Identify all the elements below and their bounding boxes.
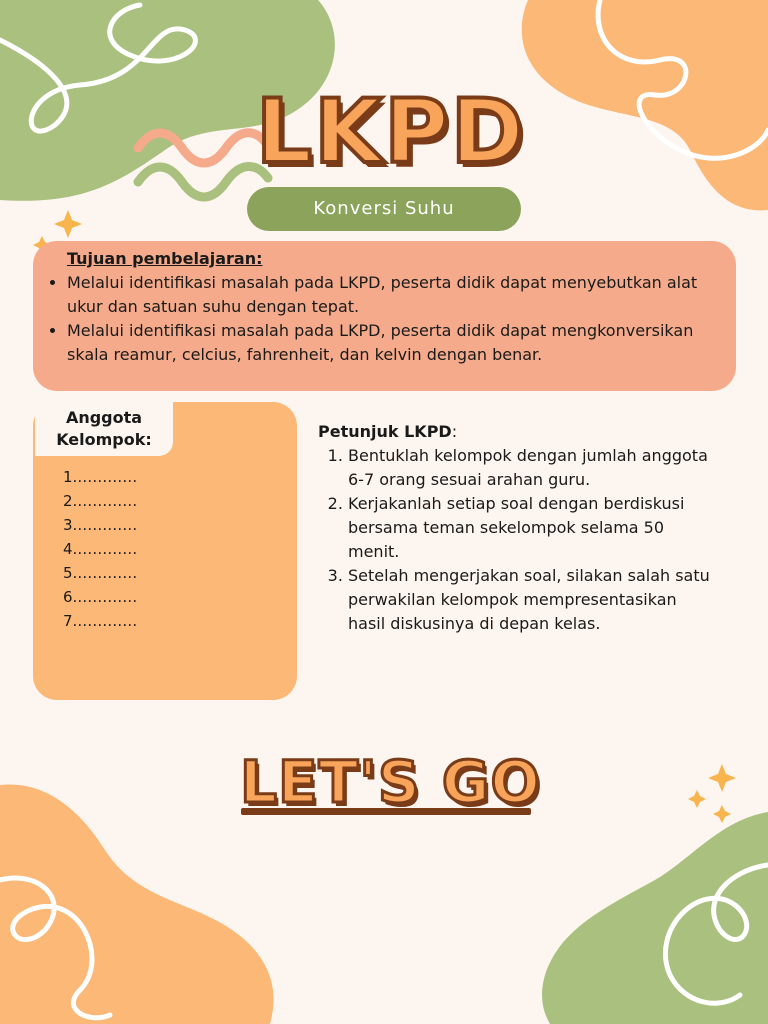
group-members-list xyxy=(63,465,137,633)
sparkle-small-right-b xyxy=(713,805,731,823)
green-blob-bottom-right xyxy=(542,812,768,1024)
instructions-panel xyxy=(318,420,718,636)
member-slot: 7.………… xyxy=(63,612,138,630)
learning-goals-panel xyxy=(33,241,736,391)
instructions-heading: Petunjuk LKPD xyxy=(318,422,452,441)
learning-goals-heading: Tujuan pembelajaran: xyxy=(67,249,263,268)
instructions-heading-line xyxy=(318,420,718,444)
instruction-item: 1. Bentuklah kelompok dengan jumlah anggota 6-7 orang sesuai arahan guru. xyxy=(348,444,718,492)
member-slot: 6.………… xyxy=(63,588,138,606)
member-slot: 2.………… xyxy=(63,492,138,510)
instruction-item: 3. Setelah mengerjakan soal, silakan salah satu perwakilan kelompok mempresentasikan hasil diskusinya di depan kelas. xyxy=(348,564,718,636)
sparkle-small-right-a xyxy=(688,790,706,808)
learning-goal-item: • Melalui identifikasi masalah pada LKPD, peserta didik dapat menyebutkan alat ukur dan satuan suhu dengan tepat. xyxy=(67,271,724,319)
orange-blob-top-right xyxy=(522,0,768,210)
member-slot: 5.………… xyxy=(63,564,138,582)
wave-green xyxy=(138,166,268,197)
member-slot: 1.………… xyxy=(63,468,138,486)
member-slot: 3.………… xyxy=(63,516,138,534)
instructions-list xyxy=(318,444,718,636)
member-slot: 4.………… xyxy=(63,540,138,558)
page-title: LKPD xyxy=(256,80,526,183)
lets-go-banner: LET'S GO xyxy=(240,748,541,816)
orange-blob-bottom-left xyxy=(0,784,274,1024)
learning-goal-item: • Melalui identifikasi masalah pada LKPD, peserta didik dapat mengkonversikan skala reamur, celcius, fahrenheit, dan kelvin dengan benar. xyxy=(67,319,724,367)
subtitle-badge: Konversi Suhu xyxy=(247,187,521,231)
instructions-heading-colon: : xyxy=(451,422,458,441)
learning-goals-list xyxy=(49,271,724,367)
group-members-label: Anggota Kelompok: xyxy=(35,402,173,456)
sparkle-large-left xyxy=(54,210,82,238)
sparkle-large-right xyxy=(708,764,736,792)
instruction-item: 2. Kerjakanlah setiap soal dengan berdiskusi bersama teman sekelompok selama 50 menit. xyxy=(348,492,718,564)
